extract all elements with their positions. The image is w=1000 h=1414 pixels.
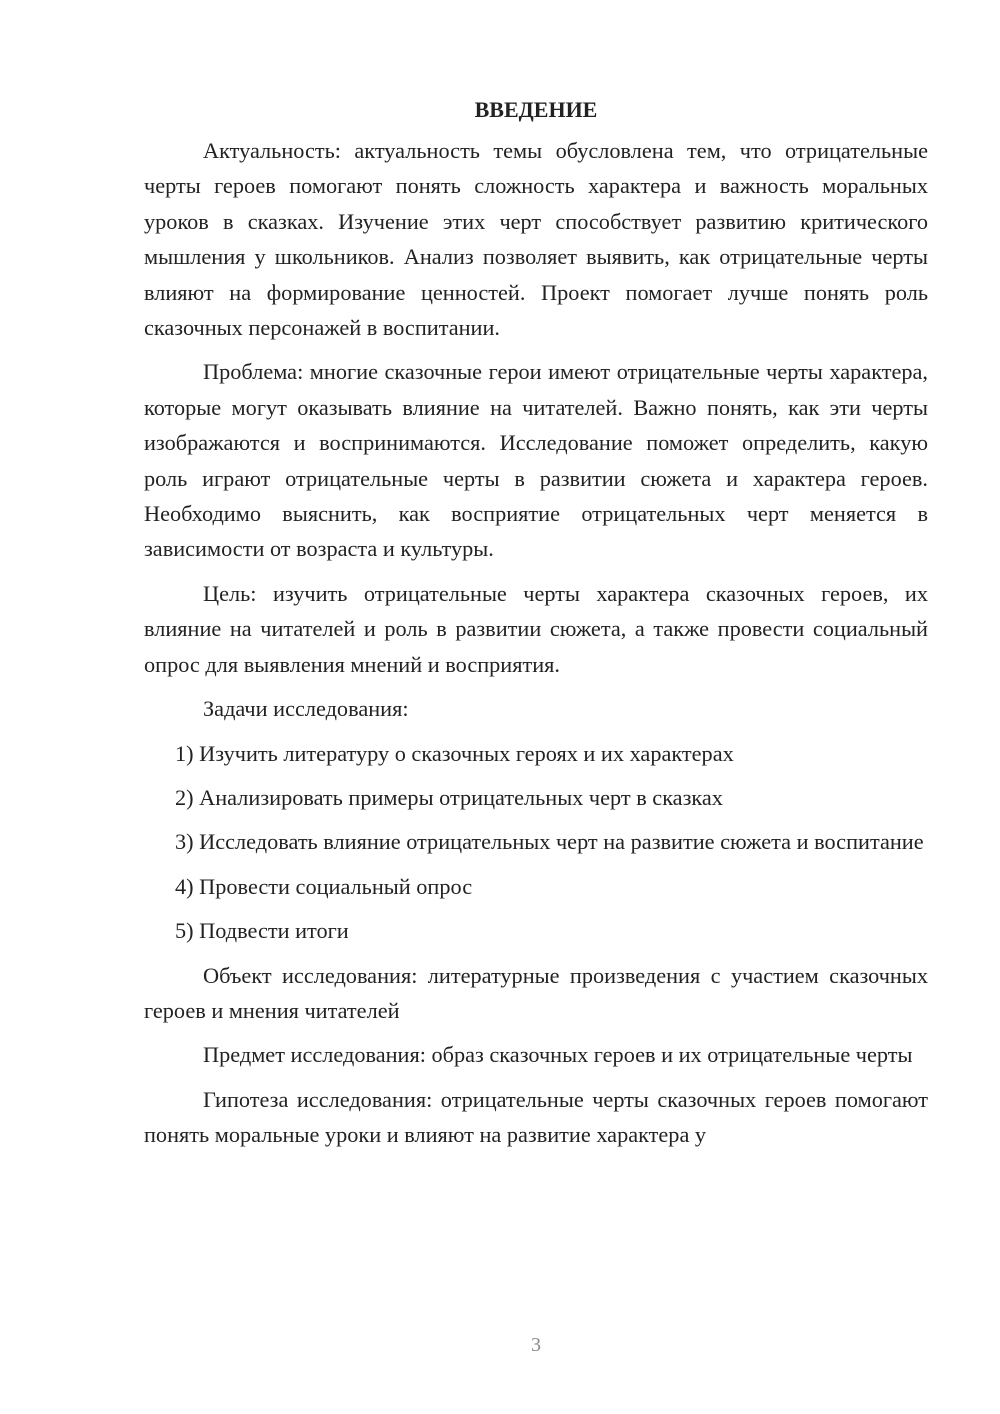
paragraph-problem: Проблема: многие сказочные герои имеют отрицательные черты характера, которые могут оказывать влияние на читателей. Важно понять, как эти черты изображаются и воспринимаются. Исследование поможет определить, какую роль играют отрицательные черты в развитии сюжета и характера героев. Необходимо выяснить, как восприятие отрицательных черт меняется в зависимости от возраста и культуры.: [144, 359, 928, 562]
task-item-1: 1) Изучить литературу о сказочных героях и их характерах: [175, 740, 734, 766]
task-item-4: 4) Провести социальный опрос: [175, 873, 473, 899]
page-number: 3: [531, 1334, 541, 1356]
paragraph-hypothesis: Гипотеза исследования: отрицательные черты сказочных героев помогают понять моральные уроки и влияют на развитие характера у: [144, 1086, 928, 1148]
paragraph-tasks-heading: Задачи исследования:: [203, 696, 409, 722]
task-item-3: 3) Исследовать влияние отрицательных черт на развитие сюжета и воспитание: [175, 829, 924, 855]
paragraph-relevance: Актуальность: актуальность темы обусловлена тем, что отрицательные черты героев помогают понять сложность характера и важность моральных уроков в сказках. Изучение этих черт способствует развитию критического мышления у школьников. Анализ позволяет выявить, как отрицательные черты влияют на формирование ценностей. Проект помогает лучше понять роль сказочных персонажей в воспитании.: [144, 138, 928, 341]
paragraph-goal: Цель: изучить отрицательные черты характера сказочных героев, их влияние на читателей и роль в развитии сюжета, а также провести социальный опрос для выявления мнений и восприятия.: [144, 580, 928, 677]
paragraph-subject: Предмет исследования: образ сказочных героев и их отрицательные черты: [203, 1042, 913, 1068]
paragraph-object: Объект исследования: литературные произведения с участием сказочных героев и мнения читателей: [144, 962, 928, 1023]
task-item-5: 5) Подвести итоги: [175, 918, 349, 944]
document-body: [144, 90, 928, 1162]
task-item-2: 2) Анализировать примеры отрицательных черт в сказках: [175, 784, 723, 810]
section-title: ВВЕДЕНИЕ: [474, 97, 598, 122]
